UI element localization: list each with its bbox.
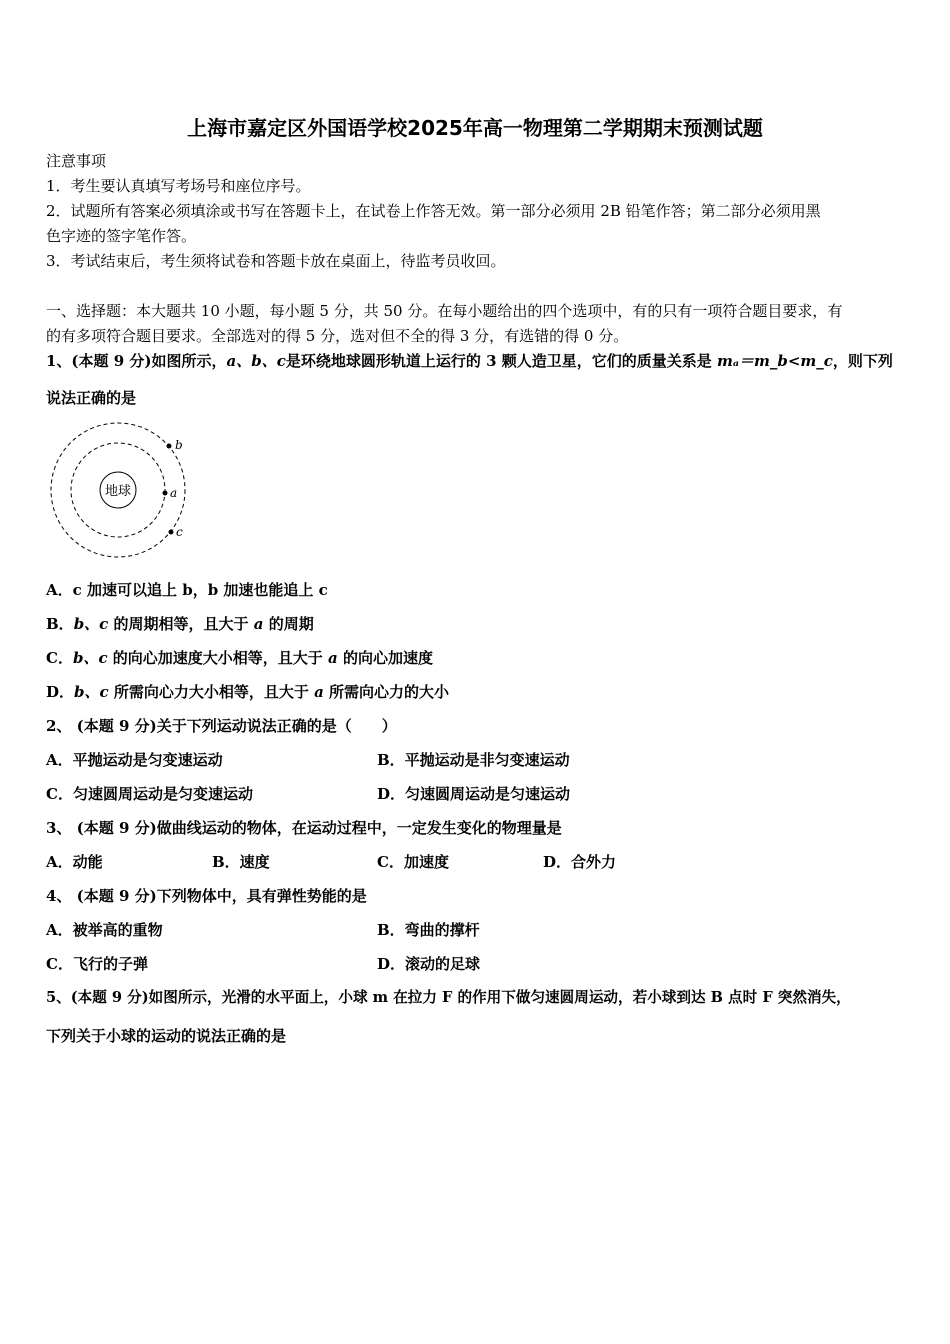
q4-option-b: B．弯曲的撑杆 — [377, 921, 480, 939]
question-5-stem: 5、(本题 9 分)如图所示，光滑的水平面上，小球 m 在拉力 F 的作用下做匀速圆周运动，若小球到达 B 点时 F 突然消失， — [46, 989, 851, 1006]
q1-vars: a、b、c — [226, 352, 286, 370]
q1-b-pre: B． — [46, 615, 74, 633]
notice-item-2-cont: 色字迹的签字笔作答。 — [46, 227, 197, 245]
section-instruction-2: 的有多项符合题目要求。全部选对的得 5 分，选对但不全的得 3 分，有选错的得 0 分。 — [46, 327, 629, 345]
satellite-c-label: c — [176, 525, 183, 539]
question-3-stem: 3、 (本题 9 分)做曲线运动的物体，在运动过程中，一定发生变化的物理量是 — [46, 819, 562, 837]
q1-option-a: A．c 加速可以追上 b，b 加速也能追上 c — [46, 581, 328, 599]
q1-c-end: 的向心加速度 — [337, 649, 433, 667]
q1-d-var2: a — [314, 683, 324, 701]
q1-c-mid: 的向心加速度大小相等，且大于 — [107, 649, 329, 667]
page-title: 上海市嘉定区外国语学校2025年高一物理第二学期期末预测试题 — [187, 116, 763, 140]
q3-option-a: A．动能 — [46, 853, 103, 871]
q1-d-vars: b、c — [74, 683, 109, 701]
q1-prefix: 1、(本题 9 分)如图所示， — [46, 352, 227, 370]
q1-d-pre: D． — [46, 683, 75, 701]
earth-label: 地球 — [104, 484, 132, 499]
q1-b-vars: b、c — [73, 615, 109, 633]
q1-suffix: ，则下列 — [832, 352, 893, 370]
q2-option-c: C．匀速圆周运动是匀变速运动 — [46, 785, 253, 803]
notice-heading: 注意事项 — [46, 152, 107, 170]
satellite-a — [163, 491, 168, 496]
question-4-stem: 4、 (本题 9 分)下列物体中，具有弹性势能的是 — [46, 887, 367, 905]
satellite-a-label: a — [170, 486, 178, 500]
q3-option-b: B．速度 — [212, 853, 270, 871]
q1-c-pre: C． — [46, 649, 73, 667]
q1-d-end: 所需向心力的大小 — [323, 683, 450, 701]
q1-b-end: 的周期 — [263, 615, 314, 633]
q1-b-var2: a — [253, 615, 264, 633]
q1-option-d — [46, 682, 449, 702]
q1-d-mid: 所需向心力大小相等，且大于 — [108, 683, 315, 701]
satellite-b — [167, 444, 172, 449]
q3-option-c: C．加速度 — [377, 853, 449, 871]
q2-option-b: B．平抛运动是非匀变速运动 — [377, 751, 570, 769]
section-instruction-1: 一、选择题：本大题共 10 小题，每小题 5 分，共 50 分。在每小题给出的四个选项中，有的只有一项符合题目要求，有 — [46, 302, 843, 320]
question-1-stem — [46, 351, 893, 371]
q2-option-d: D．匀速圆周运动是匀速运动 — [377, 785, 571, 803]
q1-c-var2: a — [328, 649, 338, 667]
q1-mass-relation: mₐ＝m_b<m_c — [716, 352, 833, 370]
q4-option-d: D．滚动的足球 — [377, 955, 481, 973]
notice-item-1: 1．考生要认真填写考场号和座位序号。 — [46, 177, 311, 195]
satellite-orbit-figure — [44, 418, 194, 563]
q2-option-a: A．平抛运动是匀变速运动 — [46, 751, 223, 769]
q1-b-mid: 的周期相等，且大于 — [108, 615, 254, 633]
question-5-stem-cont: 下列关于小球的运动的说法正确的是 — [46, 1027, 287, 1045]
notice-item-3: 3．考试结束后，考生须将试卷和答题卡放在桌面上，待监考员收回。 — [46, 252, 506, 270]
q1-middle: 是环绕地球圆形轨道上运行的 3 颗人造卫星，它们的质量关系是 — [285, 352, 717, 370]
satellite-b-label: b — [175, 438, 183, 452]
q1-c-vars: b、c — [72, 649, 108, 667]
q1-option-c — [46, 648, 433, 668]
q1-option-b — [46, 614, 314, 634]
q4-option-c: C．飞行的子弹 — [46, 955, 148, 973]
q3-option-d: D．合外力 — [543, 853, 617, 871]
q4-option-a: A．被举高的重物 — [46, 921, 163, 939]
question-2-stem: 2、 (本题 9 分)关于下列运动说法正确的是（ ） — [46, 717, 397, 735]
notice-item-2: 2．试题所有答案必须填涂或书写在答题卡上，在试卷上作答无效。第一部分必须用 2B 铅笔作答；第二部分必须用黑 — [46, 202, 821, 220]
question-1-stem-cont: 说法正确的是 — [46, 389, 137, 407]
satellite-c — [169, 530, 174, 535]
